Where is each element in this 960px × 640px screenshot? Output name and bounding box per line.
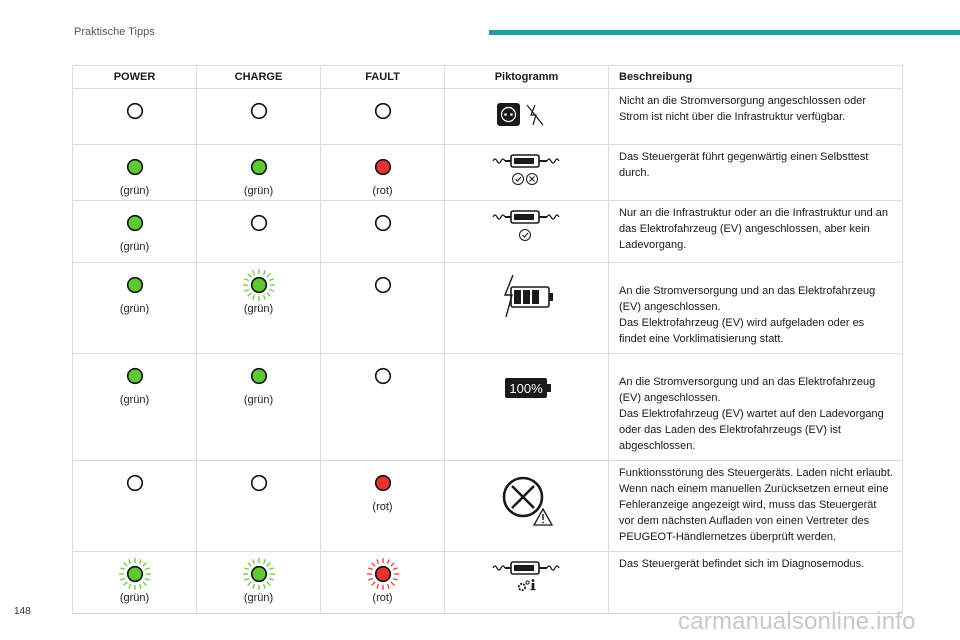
led-off-icon	[372, 100, 394, 122]
led-green-icon	[248, 156, 270, 178]
led-color-label: (rot)	[372, 185, 393, 197]
description-cell	[609, 145, 903, 201]
description-text: An die Stromversorgung und an das Elektrofahrzeug (EV) angeschlossen. Das Elektrofahrzeug (EV) wartet auf den Ladevorgang oder das Laden des Elektrofahrzeugs (EV) ist abgeschlossen.	[619, 376, 884, 452]
led-color-label: (grün)	[119, 592, 150, 604]
header-description: Beschreibung	[609, 66, 903, 89]
battery-percent-text: 100%	[508, 381, 543, 396]
fault-cell	[321, 145, 445, 201]
page-header	[0, 0, 960, 50]
fault-cell	[321, 89, 445, 145]
power-cell	[73, 461, 197, 552]
fault-cell	[321, 461, 445, 552]
table-row	[73, 263, 903, 354]
led-color-label: (grün)	[243, 394, 274, 406]
fault-cell	[321, 201, 445, 263]
led-color-label: (rot)	[372, 501, 393, 513]
battery-full-icon	[497, 362, 557, 412]
power-cell	[73, 89, 197, 145]
page-number: 148	[14, 606, 31, 617]
charge-cell	[197, 354, 321, 461]
pictogram-cell	[445, 89, 609, 145]
charge-cell	[197, 461, 321, 552]
description-text: Nicht an die Stromversorgung angeschlossen oder Strom ist nicht über die Infrastruktur verfügbar.	[619, 95, 867, 123]
charge-cell	[197, 89, 321, 145]
led-off-icon	[124, 472, 146, 494]
led-color-label: (rot)	[372, 592, 393, 604]
led-off-icon	[248, 472, 270, 494]
charge-cell	[197, 552, 321, 614]
led-off-icon	[248, 100, 270, 122]
pictogram-cell	[445, 354, 609, 461]
table-row	[73, 461, 903, 552]
power-cell	[73, 552, 197, 614]
led-green-icon	[248, 365, 270, 387]
watermark: carmanualsonline.info	[678, 608, 916, 635]
led-color-label: (grün)	[119, 185, 150, 197]
pictogram-cell	[445, 552, 609, 614]
led-off-icon	[372, 365, 394, 387]
power-cell	[73, 145, 197, 201]
led-off-icon	[372, 212, 394, 234]
description-cell	[609, 552, 903, 614]
socket-no-power-icon	[487, 97, 567, 133]
pictogram-cell	[445, 263, 609, 354]
description-cell	[609, 461, 903, 552]
header-fault: FAULT	[321, 66, 445, 89]
header-pictogram: Piktogramm	[445, 66, 609, 89]
battery-charging-icon	[495, 271, 559, 321]
led-green-blink-icon	[242, 557, 276, 591]
table-row	[73, 201, 903, 263]
cable-diagnostic-icon	[489, 560, 565, 596]
power-cell	[73, 201, 197, 263]
table-row	[73, 552, 903, 614]
led-red-icon	[372, 472, 394, 494]
led-off-icon	[372, 274, 394, 296]
led-green-blink-icon	[242, 268, 276, 302]
led-color-label: (grün)	[119, 394, 150, 406]
description-text: Das Steuergerät führt gegenwärtig einen Selbsttest durch.	[619, 151, 869, 179]
description-text: Das Steuergerät befindet sich im Diagnosemodus.	[619, 558, 865, 570]
led-green-icon	[124, 212, 146, 234]
led-off-icon	[124, 100, 146, 122]
table-row	[73, 145, 903, 201]
description-cell	[609, 354, 903, 461]
led-red-icon	[372, 156, 394, 178]
table-header-row	[73, 66, 903, 89]
fault-cell	[321, 263, 445, 354]
power-cell	[73, 354, 197, 461]
led-green-icon	[124, 156, 146, 178]
header-power: POWER	[73, 66, 197, 89]
led-status-table	[72, 65, 903, 614]
fault-cell	[321, 354, 445, 461]
description-text: Nur an die Infrastruktur oder an die Infrastruktur und an das Elektrofahrzeug (EV) angeschlossen, aber kein Ladevorgang.	[619, 207, 889, 251]
pictogram-cell	[445, 461, 609, 552]
led-red-blink-icon	[366, 557, 400, 591]
charge-cell	[197, 263, 321, 354]
table-row	[73, 354, 903, 461]
led-color-label: (grün)	[119, 303, 150, 315]
table-row	[73, 89, 903, 145]
header-charge: CHARGE	[197, 66, 321, 89]
description-cell	[609, 201, 903, 263]
led-green-icon	[124, 365, 146, 387]
section-title: Praktische Tipps	[74, 26, 155, 38]
led-color-label: (grün)	[243, 185, 274, 197]
description-cell	[609, 89, 903, 145]
pictogram-cell	[445, 201, 609, 263]
cable-self-test-icon	[489, 153, 565, 189]
fault-warning-icon	[495, 469, 559, 529]
led-off-icon	[248, 212, 270, 234]
description-text: An die Stromversorgung und an das Elektrofahrzeug (EV) angeschlossen. Das Elektrofahrzeug (EV) wird aufgeladen oder es findet eine Vorklimatisierung statt.	[619, 285, 876, 345]
description-cell	[609, 263, 903, 354]
led-green-blink-icon	[118, 557, 152, 591]
fault-cell	[321, 552, 445, 614]
led-green-icon	[124, 274, 146, 296]
charge-cell	[197, 201, 321, 263]
led-color-label: (grün)	[243, 303, 274, 315]
led-color-label: (grün)	[119, 241, 150, 253]
charge-cell	[197, 145, 321, 201]
cable-connected-icon	[489, 209, 565, 245]
led-color-label: (grün)	[243, 592, 274, 604]
description-text: Funktionsstörung des Steuergeräts. Laden nicht erlaubt. Wenn nach einem manuellen Zurücksetzen erneut eine Fehleranzeige angezeigt wird, muss das Steuergerät vor dem nächsten Aufladen von einen Vertreter des PEUGEOT-Händlernetzes überprüft werden.	[619, 467, 893, 543]
header-accent-bar	[489, 30, 960, 35]
pictogram-cell	[445, 145, 609, 201]
power-cell	[73, 263, 197, 354]
